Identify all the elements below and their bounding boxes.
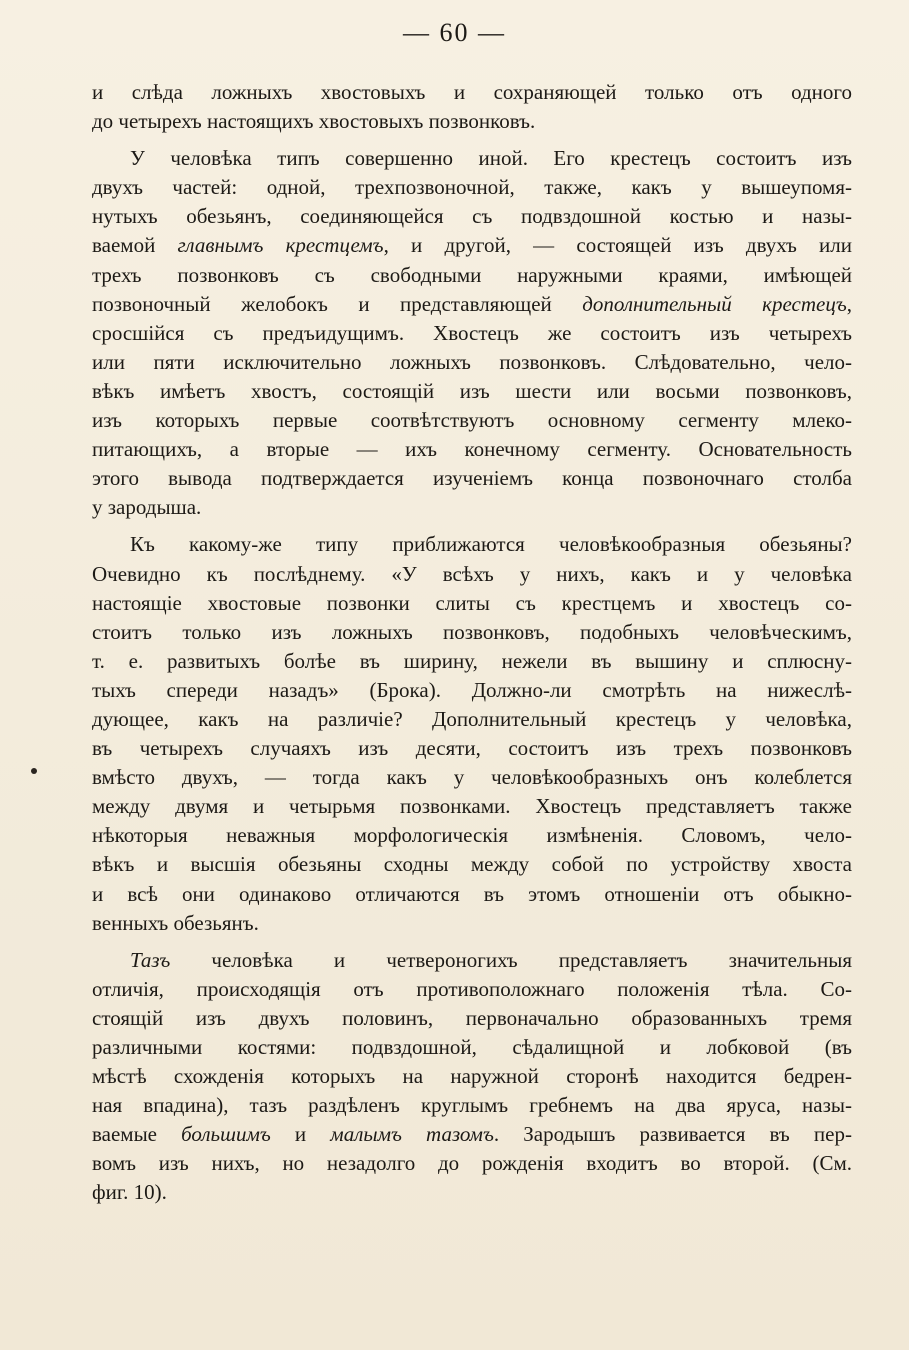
text-segment: вѣкъ имѣетъ хвостъ, состоящій изъ шести или восьми позвонковъ, — [92, 378, 852, 403]
text-line — [92, 589, 852, 618]
text-segment: ваемые — [92, 1122, 182, 1147]
text-line — [92, 946, 852, 975]
text-segment: въ четырехъ случаяхъ изъ десяти, состоитъ изъ трехъ позвонковъ — [92, 736, 852, 761]
text-line — [92, 1004, 852, 1033]
paragraph — [92, 530, 852, 937]
text-line — [92, 763, 852, 792]
text-segment: вомъ изъ нихъ, но незадолго до рожденія входитъ во второй. (См. — [92, 1151, 852, 1176]
text-segment: и слѣда ложныхъ хвостовыхъ и сохраняющей только отъ одного — [92, 80, 852, 104]
text-segment: . Зародышъ развивается въ пер- — [493, 1122, 852, 1147]
text-line — [92, 880, 852, 909]
text-line — [92, 560, 852, 589]
text-segment: , и другой, — состоящей изъ двухъ или — [383, 233, 852, 258]
text-segment: или пяти исключительно ложныхъ позвонковъ. Слѣдовательно, чело- — [92, 349, 852, 374]
text-segment: и — [270, 1122, 331, 1147]
text-line — [92, 348, 852, 377]
italic-term: большимъ — [181, 1122, 271, 1147]
text-segment: дующее, какъ на различіе? Дополнительный крестецъ у человѣка, — [92, 706, 852, 731]
text-segment: Очевидно къ послѣднему. «У всѣхъ у нихъ, какъ и у человѣка — [92, 561, 852, 586]
text-segment: двухъ частей: одной, трехпозвоночной, также, какъ у вышеупомя- — [92, 175, 852, 200]
text-segment: сросшійся съ предъидущимъ. Хвостецъ же состоитъ изъ четырехъ — [92, 320, 852, 345]
text-line — [92, 821, 852, 850]
text-segment: мѣстѣ схожденія которыхъ на наружной сторонѣ находится бедрен- — [92, 1064, 852, 1089]
text-segment: стоитъ только изъ ложныхъ позвонковъ, подобныхъ человѣческимъ, — [92, 619, 852, 644]
text-segment: питающихъ, а вторые — ихъ конечному сегменту. Основательность — [92, 437, 852, 462]
text-line — [92, 1149, 852, 1178]
text-segment: изъ которыхъ первые соотвѣтствуютъ основному сегменту млеко- — [92, 408, 852, 433]
text-line — [92, 734, 852, 763]
text-line — [92, 975, 852, 1004]
text-line — [92, 202, 852, 231]
text-line — [92, 107, 852, 136]
text-line — [92, 493, 852, 522]
text-line — [92, 1120, 852, 1149]
paragraph — [92, 946, 852, 1208]
text-segment: у зародыша. — [92, 495, 202, 520]
text-line — [92, 464, 852, 493]
ink-speck — [31, 768, 37, 774]
text-segment: нутыхъ обезьянъ, соединяющейся съ подвздошной костью и назы- — [92, 204, 852, 229]
text-segment: отличія, происходящія отъ противоположнаго положенія тѣла. Со- — [92, 976, 852, 1001]
text-line — [92, 173, 852, 202]
text-segment: между двумя и четырьмя позвонками. Хвостецъ представляетъ также — [92, 794, 852, 819]
page-number: — 60 — — [403, 18, 506, 47]
text-segment: человѣка и четвероногихъ представляетъ значительныя — [170, 947, 852, 972]
italic-term: главнымъ крестцемъ — [177, 233, 384, 258]
text-line — [92, 435, 852, 464]
text-segment: этого вывода подтверждается изученіемъ конца позвоночнаго столба — [92, 466, 852, 491]
text-line — [92, 705, 852, 734]
text-line — [92, 1178, 852, 1207]
text-segment: т. е. развитыхъ болѣе въ ширину, нежели въ вышину и сплюсну- — [92, 648, 852, 673]
text-line — [92, 377, 852, 406]
text-segment: фиг. 10). — [92, 1180, 167, 1205]
text-segment: венныхъ обезьянъ. — [92, 910, 259, 935]
paragraph — [92, 144, 852, 522]
text-line — [92, 290, 852, 319]
text-line — [92, 231, 852, 260]
body-text — [92, 78, 852, 1208]
text-line — [92, 1062, 852, 1091]
text-line — [92, 850, 852, 879]
text-segment: Къ какому-же типу приближаются человѣкообразныя обезьяны? — [130, 532, 852, 557]
text-segment: нѣкоторыя неважныя морфологическія измѣненія. Словомъ, чело- — [92, 823, 852, 848]
text-line — [92, 909, 852, 938]
text-line — [92, 406, 852, 435]
text-line — [92, 530, 852, 559]
text-line — [92, 319, 852, 348]
text-segment: вѣкъ и высшія обезьяны сходны между собой по устройству хвоста — [92, 852, 852, 877]
text-line — [92, 618, 852, 647]
text-segment: трехъ позвонковъ съ свободными наружными краями, имѣющей — [92, 262, 852, 287]
italic-term: малымъ тазомъ — [330, 1122, 494, 1147]
text-segment: У человѣка типъ совершенно иной. Его крестецъ состоитъ изъ — [130, 146, 852, 171]
text-segment: тыхъ спереди назадъ» (Брока). Должно-ли смотрѣть на нижеслѣ- — [92, 677, 852, 702]
text-line — [92, 676, 852, 705]
text-segment: до четырехъ настоящихъ хвостовыхъ позвонковъ. — [92, 109, 536, 134]
text-line — [92, 792, 852, 821]
text-line — [92, 144, 852, 173]
text-segment: ваемой — [92, 233, 178, 258]
text-segment: ная впадина), тазъ раздѣленъ круглымъ гребнемъ на два яруса, назы- — [92, 1093, 852, 1118]
text-line — [92, 261, 852, 290]
paragraph — [92, 78, 852, 136]
text-segment: и всѣ они одинаково отличаются въ этомъ отношеніи отъ обыкно- — [92, 881, 852, 906]
text-line — [92, 1091, 852, 1120]
text-line — [92, 78, 852, 107]
text-segment: , — [846, 291, 852, 316]
italic-term: Тазъ — [130, 947, 171, 972]
text-segment: различными костями: подвздошной, сѣдалищной и лобковой (въ — [92, 1035, 852, 1059]
text-segment: вмѣсто двухъ, — тогда какъ у человѣкообразныхъ онъ колеблется — [92, 765, 852, 790]
italic-term: дополнительный крестецъ — [582, 291, 847, 316]
text-segment: позвоночный желобокъ и представляющей — [92, 291, 583, 316]
text-segment: стоящій изъ двухъ половинъ, первоначально образованныхъ тремя — [92, 1005, 852, 1030]
text-line — [92, 1033, 852, 1062]
text-line — [92, 647, 852, 676]
text-segment: настоящіе хвостовые позвонки слиты съ крестцемъ и хвостецъ со- — [92, 590, 852, 615]
